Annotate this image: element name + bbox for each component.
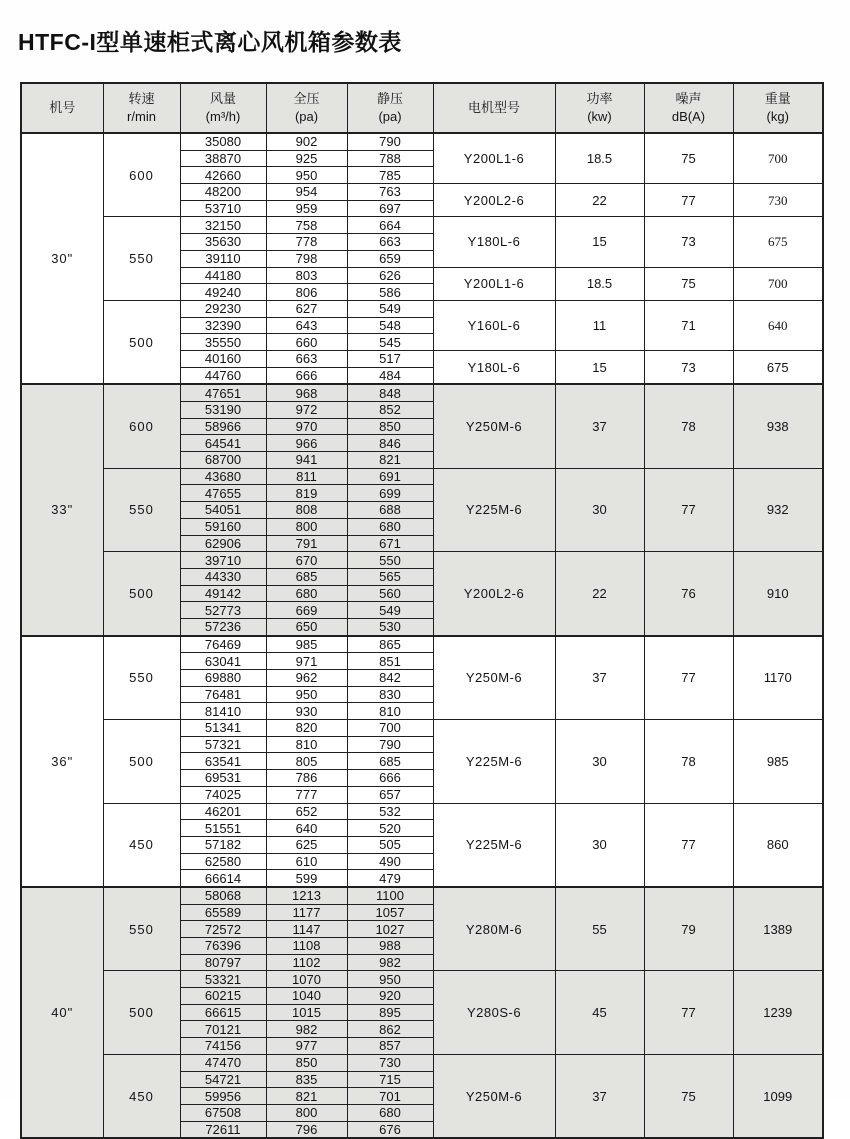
static-pressure-cell: 565: [347, 568, 433, 585]
column-header: [180, 83, 266, 133]
static-pressure-cell: 788: [347, 150, 433, 167]
noise-cell: 75: [644, 267, 733, 300]
static-pressure-cell: 530: [347, 618, 433, 635]
table-row: [21, 133, 823, 150]
static-pressure-cell: 688: [347, 502, 433, 519]
static-pressure-cell: 586: [347, 284, 433, 301]
motor-model-cell: Y200L1-6: [433, 133, 555, 184]
static-pressure-cell: 550: [347, 552, 433, 569]
airflow-cell: 42660: [180, 167, 266, 184]
airflow-cell: 47651: [180, 384, 266, 401]
static-pressure-cell: 560: [347, 585, 433, 602]
total-pressure-cell: 835: [266, 1071, 347, 1088]
column-header: [347, 83, 433, 133]
airflow-cell: 29230: [180, 300, 266, 317]
page-title: HTFC-I型单速柜式离心风机箱参数表: [18, 29, 402, 55]
airflow-cell: 69880: [180, 670, 266, 687]
airflow-cell: 39110: [180, 250, 266, 267]
column-header: [21, 83, 103, 133]
airflow-cell: 32150: [180, 217, 266, 234]
table-row: [21, 384, 823, 401]
airflow-cell: 68700: [180, 452, 266, 469]
weight-cell: 640: [733, 300, 823, 350]
column-header: [644, 83, 733, 133]
total-pressure-cell: 970: [266, 418, 347, 435]
weight-cell: 675: [733, 217, 823, 267]
static-pressure-cell: 821: [347, 452, 433, 469]
total-pressure-cell: 1147: [266, 921, 347, 938]
total-pressure-cell: 685: [266, 568, 347, 585]
static-pressure-cell: 549: [347, 300, 433, 317]
total-pressure-cell: 800: [266, 1104, 347, 1121]
static-pressure-cell: 852: [347, 402, 433, 419]
power-cell: 18.5: [555, 267, 644, 300]
static-pressure-cell: 895: [347, 1004, 433, 1021]
airflow-cell: 65589: [180, 904, 266, 921]
total-pressure-cell: 599: [266, 870, 347, 887]
table-header: [21, 83, 823, 133]
fan-size-cell: 40": [21, 887, 103, 1138]
static-pressure-cell: 920: [347, 988, 433, 1005]
airflow-cell: 49142: [180, 585, 266, 602]
airflow-cell: 35550: [180, 334, 266, 351]
total-pressure-cell: 777: [266, 786, 347, 803]
column-header: [266, 83, 347, 133]
airflow-cell: 74156: [180, 1038, 266, 1055]
static-pressure-cell: 691: [347, 468, 433, 485]
airflow-cell: 39710: [180, 552, 266, 569]
static-pressure-cell: 862: [347, 1021, 433, 1038]
noise-cell: 77: [644, 184, 733, 217]
table-row: [21, 468, 823, 485]
motor-model-cell: Y225M-6: [433, 720, 555, 803]
weight-cell: 985: [733, 720, 823, 803]
total-pressure-cell: 806: [266, 284, 347, 301]
column-header-name: 全压: [293, 90, 320, 106]
noise-cell: 77: [644, 636, 733, 720]
total-pressure-cell: 821: [266, 1088, 347, 1105]
static-pressure-cell: 549: [347, 602, 433, 619]
speed-cell: 500: [103, 552, 180, 636]
static-pressure-cell: 680: [347, 1104, 433, 1121]
static-pressure-cell: 950: [347, 971, 433, 988]
noise-cell: 78: [644, 720, 733, 803]
fan-size-cell: 36": [21, 636, 103, 887]
airflow-cell: 49240: [180, 284, 266, 301]
noise-cell: 73: [644, 350, 733, 384]
header-row: [21, 83, 823, 133]
speed-cell: 500: [103, 971, 180, 1054]
power-cell: 15: [555, 217, 644, 267]
column-header-name: 转速: [128, 90, 155, 106]
total-pressure-cell: 798: [266, 250, 347, 267]
airflow-cell: 40160: [180, 350, 266, 367]
total-pressure-cell: 1177: [266, 904, 347, 921]
static-pressure-cell: 697: [347, 200, 433, 217]
weight-cell: 910: [733, 552, 823, 636]
airflow-cell: 46201: [180, 803, 266, 820]
total-pressure-cell: 977: [266, 1038, 347, 1055]
airflow-cell: 52773: [180, 602, 266, 619]
fan-size-cell: 30": [21, 133, 103, 384]
static-pressure-cell: 790: [347, 133, 433, 150]
noise-cell: 73: [644, 217, 733, 267]
speed-cell: 450: [103, 1054, 180, 1138]
airflow-cell: 80797: [180, 954, 266, 971]
total-pressure-cell: 985: [266, 636, 347, 653]
total-pressure-cell: 1108: [266, 938, 347, 955]
motor-model-cell: Y200L2-6: [433, 184, 555, 217]
airflow-cell: 62906: [180, 535, 266, 552]
column-header-unit: (kw): [587, 109, 612, 124]
table-row: [21, 720, 823, 737]
airflow-cell: 63041: [180, 653, 266, 670]
airflow-cell: 44180: [180, 267, 266, 284]
table-row: [21, 636, 823, 653]
total-pressure-cell: 950: [266, 686, 347, 703]
airflow-cell: 70121: [180, 1021, 266, 1038]
total-pressure-cell: 966: [266, 435, 347, 452]
airflow-cell: 64541: [180, 435, 266, 452]
motor-model-cell: Y160L-6: [433, 300, 555, 350]
table-row: [21, 300, 823, 317]
static-pressure-cell: 730: [347, 1054, 433, 1071]
speed-cell: 550: [103, 887, 180, 971]
static-pressure-cell: 785: [347, 167, 433, 184]
static-pressure-cell: 659: [347, 250, 433, 267]
airflow-cell: 47655: [180, 485, 266, 502]
airflow-cell: 59160: [180, 518, 266, 535]
total-pressure-cell: 950: [266, 167, 347, 184]
airflow-cell: 53710: [180, 200, 266, 217]
static-pressure-cell: 1100: [347, 887, 433, 904]
total-pressure-cell: 941: [266, 452, 347, 469]
static-pressure-cell: 851: [347, 653, 433, 670]
static-pressure-cell: 1027: [347, 921, 433, 938]
total-pressure-cell: 796: [266, 1121, 347, 1138]
total-pressure-cell: 1015: [266, 1004, 347, 1021]
total-pressure-cell: 627: [266, 300, 347, 317]
airflow-cell: 72611: [180, 1121, 266, 1138]
column-header: [103, 83, 180, 133]
noise-cell: 77: [644, 803, 733, 887]
airflow-cell: 66615: [180, 1004, 266, 1021]
static-pressure-cell: 520: [347, 820, 433, 837]
column-header-name: 静压: [376, 90, 403, 106]
airflow-cell: 69531: [180, 770, 266, 787]
table-row: [21, 1054, 823, 1071]
power-cell: 30: [555, 803, 644, 887]
motor-model-cell: Y250M-6: [433, 636, 555, 720]
airflow-cell: 74025: [180, 786, 266, 803]
static-pressure-cell: 988: [347, 938, 433, 955]
column-header: [433, 83, 555, 133]
airflow-cell: 81410: [180, 703, 266, 720]
motor-model-cell: Y250M-6: [433, 1054, 555, 1138]
motor-model-cell: Y180L-6: [433, 217, 555, 267]
weight-cell: 932: [733, 468, 823, 551]
total-pressure-cell: 803: [266, 267, 347, 284]
airflow-cell: 63541: [180, 753, 266, 770]
total-pressure-cell: 1040: [266, 988, 347, 1005]
noise-cell: 75: [644, 1054, 733, 1138]
speed-cell: 500: [103, 300, 180, 384]
total-pressure-cell: 954: [266, 184, 347, 201]
speed-cell: 550: [103, 468, 180, 551]
column-header-unit: (kg): [766, 109, 789, 124]
static-pressure-cell: 671: [347, 535, 433, 552]
total-pressure-cell: 902: [266, 133, 347, 150]
airflow-cell: 35630: [180, 234, 266, 251]
motor-model-cell: Y200L1-6: [433, 267, 555, 300]
static-pressure-cell: 626: [347, 267, 433, 284]
speed-cell: 500: [103, 720, 180, 803]
power-cell: 45: [555, 971, 644, 1054]
column-header-unit: (pa): [294, 109, 319, 124]
total-pressure-cell: 962: [266, 670, 347, 687]
motor-model-cell: Y180L-6: [433, 350, 555, 384]
total-pressure-cell: 669: [266, 602, 347, 619]
column-header-name: 电机型号: [467, 99, 520, 115]
airflow-cell: 57182: [180, 836, 266, 853]
static-pressure-cell: 484: [347, 367, 433, 384]
total-pressure-cell: 1070: [266, 971, 347, 988]
airflow-cell: 58966: [180, 418, 266, 435]
total-pressure-cell: 808: [266, 502, 347, 519]
airflow-cell: 48200: [180, 184, 266, 201]
static-pressure-cell: 548: [347, 317, 433, 334]
weight-cell: 938: [733, 384, 823, 468]
total-pressure-cell: 982: [266, 1021, 347, 1038]
fan-parameter-table: [20, 82, 824, 1139]
static-pressure-cell: 701: [347, 1088, 433, 1105]
airflow-cell: 59956: [180, 1088, 266, 1105]
column-header-name: 重量: [764, 90, 791, 106]
total-pressure-cell: 971: [266, 653, 347, 670]
airflow-cell: 76396: [180, 938, 266, 955]
airflow-cell: 44330: [180, 568, 266, 585]
total-pressure-cell: 666: [266, 367, 347, 384]
static-pressure-cell: 479: [347, 870, 433, 887]
column-header-unit: (m³/h): [205, 109, 241, 124]
airflow-cell: 51341: [180, 720, 266, 737]
static-pressure-cell: 545: [347, 334, 433, 351]
noise-cell: 77: [644, 468, 733, 551]
motor-model-cell: Y250M-6: [433, 384, 555, 468]
fan-size-cell: 33": [21, 384, 103, 635]
static-pressure-cell: 715: [347, 1071, 433, 1088]
airflow-cell: 32390: [180, 317, 266, 334]
weight-cell: 1170: [733, 636, 823, 720]
total-pressure-cell: 660: [266, 334, 347, 351]
speed-cell: 600: [103, 133, 180, 217]
total-pressure-cell: 663: [266, 350, 347, 367]
weight-cell: 1099: [733, 1054, 823, 1138]
total-pressure-cell: 610: [266, 853, 347, 870]
power-cell: 22: [555, 184, 644, 217]
total-pressure-cell: 850: [266, 1054, 347, 1071]
total-pressure-cell: 652: [266, 803, 347, 820]
total-pressure-cell: 758: [266, 217, 347, 234]
total-pressure-cell: 819: [266, 485, 347, 502]
motor-model-cell: Y280S-6: [433, 971, 555, 1054]
total-pressure-cell: 805: [266, 753, 347, 770]
weight-cell: 730: [733, 184, 823, 217]
table-row: [21, 803, 823, 820]
total-pressure-cell: 925: [266, 150, 347, 167]
total-pressure-cell: 786: [266, 770, 347, 787]
column-header-name: 功率: [586, 90, 613, 106]
weight-cell: 1389: [733, 887, 823, 971]
total-pressure-cell: 680: [266, 585, 347, 602]
static-pressure-cell: 680: [347, 518, 433, 535]
static-pressure-cell: 830: [347, 686, 433, 703]
speed-cell: 550: [103, 636, 180, 720]
total-pressure-cell: 968: [266, 384, 347, 401]
total-pressure-cell: 810: [266, 736, 347, 753]
static-pressure-cell: 982: [347, 954, 433, 971]
total-pressure-cell: 811: [266, 468, 347, 485]
airflow-cell: 60215: [180, 988, 266, 1005]
motor-model-cell: Y280M-6: [433, 887, 555, 971]
motor-model-cell: Y225M-6: [433, 468, 555, 551]
weight-cell: 860: [733, 803, 823, 887]
noise-cell: 77: [644, 971, 733, 1054]
total-pressure-cell: 670: [266, 552, 347, 569]
total-pressure-cell: 959: [266, 200, 347, 217]
static-pressure-cell: 857: [347, 1038, 433, 1055]
static-pressure-cell: 699: [347, 485, 433, 502]
column-header: [733, 83, 823, 133]
power-cell: 18.5: [555, 133, 644, 184]
total-pressure-cell: 800: [266, 518, 347, 535]
airflow-cell: 38870: [180, 150, 266, 167]
column-header-name: 机号: [49, 99, 76, 115]
noise-cell: 76: [644, 552, 733, 636]
noise-cell: 78: [644, 384, 733, 468]
static-pressure-cell: 490: [347, 853, 433, 870]
speed-cell: 600: [103, 384, 180, 468]
weight-cell: 675: [733, 350, 823, 384]
airflow-cell: 51551: [180, 820, 266, 837]
static-pressure-cell: 790: [347, 736, 433, 753]
power-cell: 15: [555, 350, 644, 384]
total-pressure-cell: 930: [266, 703, 347, 720]
static-pressure-cell: 848: [347, 384, 433, 401]
total-pressure-cell: 1102: [266, 954, 347, 971]
motor-model-cell: Y200L2-6: [433, 552, 555, 636]
airflow-cell: 58068: [180, 887, 266, 904]
static-pressure-cell: 663: [347, 234, 433, 251]
airflow-cell: 47470: [180, 1054, 266, 1071]
static-pressure-cell: 810: [347, 703, 433, 720]
column-header-name: 噪声: [675, 90, 702, 106]
total-pressure-cell: 643: [266, 317, 347, 334]
column-header-unit: (pa): [378, 109, 402, 124]
weight-cell: 700: [733, 133, 823, 184]
total-pressure-cell: 778: [266, 234, 347, 251]
static-pressure-cell: 517: [347, 350, 433, 367]
total-pressure-cell: 972: [266, 402, 347, 419]
power-cell: 37: [555, 384, 644, 468]
static-pressure-cell: 676: [347, 1121, 433, 1138]
table-row: [21, 217, 823, 234]
airflow-cell: 43680: [180, 468, 266, 485]
weight-cell: 700: [733, 267, 823, 300]
power-cell: 55: [555, 887, 644, 971]
airflow-cell: 57321: [180, 736, 266, 753]
airflow-cell: 62580: [180, 853, 266, 870]
airflow-cell: 54051: [180, 502, 266, 519]
speed-cell: 450: [103, 803, 180, 887]
airflow-cell: 66614: [180, 870, 266, 887]
speed-cell: 550: [103, 217, 180, 300]
static-pressure-cell: 842: [347, 670, 433, 687]
static-pressure-cell: 532: [347, 803, 433, 820]
power-cell: 30: [555, 468, 644, 551]
total-pressure-cell: 820: [266, 720, 347, 737]
static-pressure-cell: 850: [347, 418, 433, 435]
table-row: [21, 552, 823, 569]
noise-cell: 75: [644, 133, 733, 184]
airflow-cell: 35080: [180, 133, 266, 150]
airflow-cell: 57236: [180, 618, 266, 635]
power-cell: 37: [555, 1054, 644, 1138]
total-pressure-cell: 650: [266, 618, 347, 635]
airflow-cell: 54721: [180, 1071, 266, 1088]
power-cell: 11: [555, 300, 644, 350]
airflow-cell: 76481: [180, 686, 266, 703]
power-cell: 37: [555, 636, 644, 720]
column-header-unit: r/min: [127, 109, 156, 124]
table-body: [21, 133, 823, 1138]
column-header: [555, 83, 644, 133]
static-pressure-cell: 763: [347, 184, 433, 201]
airflow-cell: 76469: [180, 636, 266, 653]
table-row: [21, 971, 823, 988]
airflow-cell: 53321: [180, 971, 266, 988]
noise-cell: 71: [644, 300, 733, 350]
static-pressure-cell: 700: [347, 720, 433, 737]
airflow-cell: 72572: [180, 921, 266, 938]
weight-cell: 1239: [733, 971, 823, 1054]
column-header-unit: dB(A): [671, 109, 706, 124]
power-cell: 22: [555, 552, 644, 636]
motor-model-cell: Y225M-6: [433, 803, 555, 887]
static-pressure-cell: 664: [347, 217, 433, 234]
power-cell: 30: [555, 720, 644, 803]
airflow-cell: 44760: [180, 367, 266, 384]
static-pressure-cell: 865: [347, 636, 433, 653]
total-pressure-cell: 625: [266, 836, 347, 853]
static-pressure-cell: 685: [347, 753, 433, 770]
static-pressure-cell: 1057: [347, 904, 433, 921]
column-header-name: 风量: [209, 90, 236, 106]
noise-cell: 79: [644, 887, 733, 971]
airflow-cell: 53190: [180, 402, 266, 419]
static-pressure-cell: 657: [347, 786, 433, 803]
total-pressure-cell: 791: [266, 535, 347, 552]
total-pressure-cell: 1213: [266, 887, 347, 904]
static-pressure-cell: 666: [347, 770, 433, 787]
static-pressure-cell: 505: [347, 836, 433, 853]
static-pressure-cell: 846: [347, 435, 433, 452]
table-row: [21, 887, 823, 904]
airflow-cell: 67508: [180, 1104, 266, 1121]
total-pressure-cell: 640: [266, 820, 347, 837]
